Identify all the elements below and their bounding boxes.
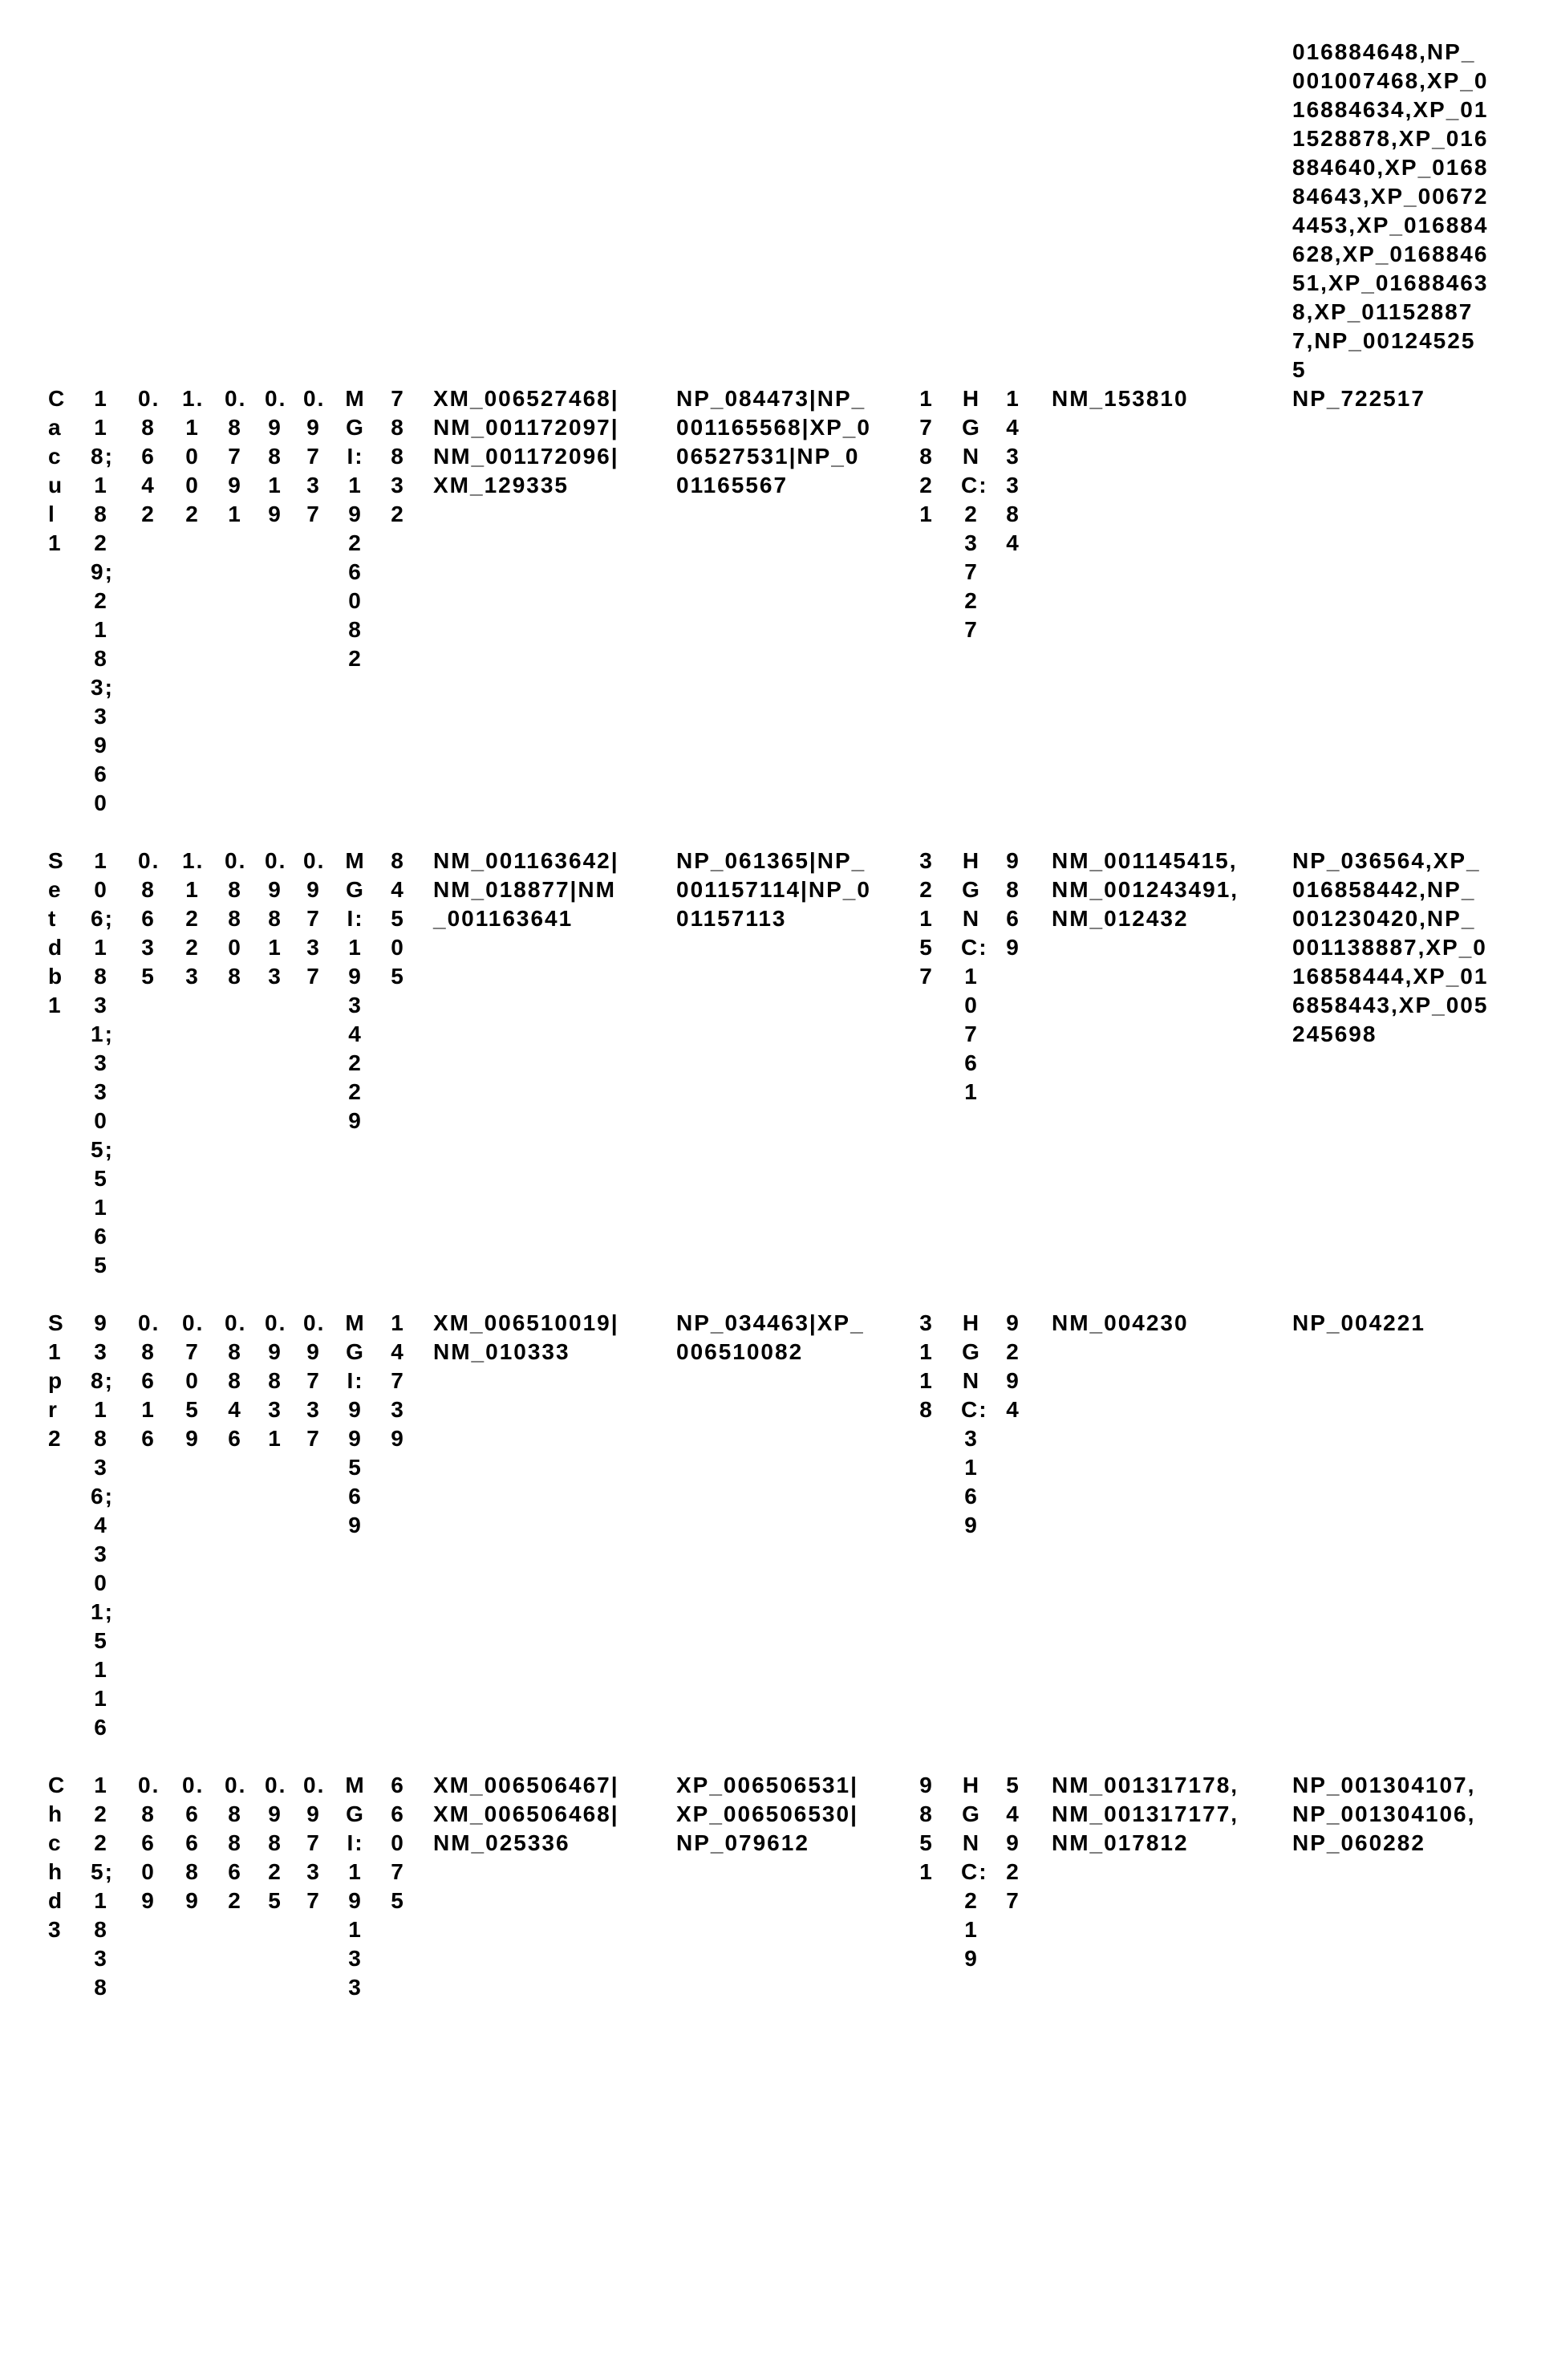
human-gene-id: 9294 xyxy=(1003,1309,1024,1424)
mouse-nm-cell xyxy=(433,1771,676,2002)
gene-symbol: Chchd3 xyxy=(48,1771,67,1944)
mouse-np-cell xyxy=(676,384,916,818)
position-value: 106;1831;3305;5165 xyxy=(91,847,112,1280)
hgnc-cell xyxy=(961,1309,1003,1742)
gene-symbol: Cacul1 xyxy=(48,384,67,558)
table-row xyxy=(0,847,1545,1280)
value-3: 0.8791 xyxy=(225,384,245,529)
human-gene-id: 54927 xyxy=(1003,1771,1024,1915)
value-cell-1 xyxy=(138,847,182,1280)
human-nm-accessions: NM_004230 xyxy=(1052,1309,1248,1338)
mouse-id-cell xyxy=(387,1771,433,2002)
hgnc-id: HGNC:10761 xyxy=(961,847,982,1107)
human-np-accessions: NP_722517 xyxy=(1292,384,1489,413)
continued-row-fragment xyxy=(0,38,1545,384)
human-np-cell xyxy=(1292,38,1545,384)
value-5: 0.9737 xyxy=(303,384,324,529)
value-cell-1 xyxy=(138,1771,182,2002)
value-5: 0.9737 xyxy=(303,847,324,991)
hgnc-cell xyxy=(961,1771,1003,2002)
value-5: 0.9737 xyxy=(303,1771,324,1915)
value-cell-1 xyxy=(138,384,182,818)
mgi-id: MGI:99569 xyxy=(345,1309,366,1540)
mouse-np-accessions: NP_034463|XP_006510082 xyxy=(676,1309,873,1367)
mouse-gene-id: 84505 xyxy=(387,847,408,991)
gene-table-page xyxy=(0,0,1545,2031)
human-np-accessions: NP_004221 xyxy=(1292,1309,1489,1338)
value-1: 0.8609 xyxy=(138,1771,159,1915)
value-2: 1.1223 xyxy=(182,847,203,991)
hgnc-cell xyxy=(961,847,1003,1280)
human-nm-cell xyxy=(1052,847,1292,1280)
mouse-nm-cell xyxy=(433,847,676,1280)
value-cell-3 xyxy=(225,1309,265,1742)
human-np-text: 016884648,NP_001007468,XP_016884634,XP_011528878,XP_016884640,XP_016884643,XP_006724453,XP_016884628,XP_016884651,XP_016884638,XP_011528877,NP_001245255 xyxy=(1292,38,1489,384)
value-cell-5 xyxy=(303,384,345,818)
mouse-id-cell xyxy=(387,1309,433,1742)
mouse-np-accessions: NP_084473|NP_001165568|XP_006527531|NP_001165567 xyxy=(676,384,873,500)
hgnc-number-cell xyxy=(916,1309,961,1742)
human-nm-accessions: NM_001145415,NM_001243491,NM_012432 xyxy=(1052,847,1248,933)
human-np-accessions: NP_001304107,NP_001304106,NP_060282 xyxy=(1292,1771,1489,1858)
mouse-nm-accessions: NM_001163642|NM_018877|NM_001163641 xyxy=(433,847,630,933)
position-value: 1225;1838 xyxy=(91,1771,112,2002)
human-nm-cell xyxy=(1052,1309,1292,1742)
hgnc-id: HGNC:219 xyxy=(961,1771,982,1973)
value-cell-4 xyxy=(265,1309,303,1742)
mouse-id-cell xyxy=(387,384,433,818)
mouse-np-cell xyxy=(676,1309,916,1742)
value-1: 0.8616 xyxy=(138,1309,159,1453)
mouse-gene-id: 78832 xyxy=(387,384,408,529)
mouse-id-cell xyxy=(387,847,433,1280)
value-cell-4 xyxy=(265,1771,303,2002)
human-id-cell xyxy=(1003,1309,1052,1742)
value-cell-2 xyxy=(182,1309,225,1742)
value-5: 0.9737 xyxy=(303,1309,324,1453)
value-3: 0.8846 xyxy=(225,1309,245,1453)
value-2: 0.7059 xyxy=(182,1309,203,1453)
value-2: 0.6689 xyxy=(182,1771,203,1915)
gene-cell xyxy=(48,1309,91,1742)
human-np-cell xyxy=(1292,384,1545,818)
table-row xyxy=(0,1771,1545,2002)
mgi-id: MGI:1934229 xyxy=(345,847,366,1135)
value-cell-3 xyxy=(225,847,265,1280)
value-3: 0.8862 xyxy=(225,1771,245,1915)
mgi-cell xyxy=(345,384,387,818)
mgi-cell xyxy=(345,1771,387,2002)
value-cell-5 xyxy=(303,847,345,1280)
mgi-id: MGI:1926082 xyxy=(345,384,366,673)
position-cell xyxy=(91,847,138,1280)
hgnc-number-cell xyxy=(916,847,961,1280)
value-1: 0.8635 xyxy=(138,847,159,991)
human-nm-cell xyxy=(1052,384,1292,818)
mouse-nm-cell xyxy=(433,384,676,818)
value-3: 0.8808 xyxy=(225,847,245,991)
human-id-cell xyxy=(1003,384,1052,818)
table-row xyxy=(0,1309,1545,1742)
hgnc-id: HGNC:23727 xyxy=(961,384,982,644)
value-cell-1 xyxy=(138,1309,182,1742)
value-2: 1.1002 xyxy=(182,384,203,529)
mouse-np-accessions: NP_061365|NP_001157114|NP_001157113 xyxy=(676,847,873,933)
human-nm-cell xyxy=(1052,1771,1292,2002)
value-4: 0.9813 xyxy=(265,847,286,991)
value-4: 0.9819 xyxy=(265,384,286,529)
mouse-nm-accessions: XM_006510019|NM_010333 xyxy=(433,1309,630,1367)
gene-cell xyxy=(48,847,91,1280)
position-value: 938;1836;4301;5116 xyxy=(91,1309,112,1742)
mgi-id: MGI:19133 xyxy=(345,1771,366,2002)
gene-symbol: S1pr2 xyxy=(48,1309,67,1453)
hgnc-number: 32157 xyxy=(916,847,937,991)
value-cell-3 xyxy=(225,384,265,818)
human-id-cell xyxy=(1003,847,1052,1280)
hgnc-number: 17821 xyxy=(916,384,937,529)
human-gene-id: 143384 xyxy=(1003,384,1024,558)
hgnc-number: 3118 xyxy=(916,1309,937,1424)
hgnc-id: HGNC:3169 xyxy=(961,1309,982,1540)
mouse-gene-id: 66075 xyxy=(387,1771,408,1915)
mgi-cell xyxy=(345,847,387,1280)
position-cell xyxy=(91,384,138,818)
table-body xyxy=(0,384,1545,2002)
position-value: 118;1829;2183;3960 xyxy=(91,384,112,818)
value-cell-2 xyxy=(182,847,225,1280)
gene-cell xyxy=(48,384,91,818)
human-id-cell xyxy=(1003,1771,1052,2002)
mouse-np-cell xyxy=(676,1771,916,2002)
hgnc-number-cell xyxy=(916,384,961,818)
value-4: 0.9825 xyxy=(265,1771,286,1915)
human-nm-accessions: NM_153810 xyxy=(1052,384,1248,413)
hgnc-number-cell xyxy=(916,1771,961,2002)
mouse-gene-id: 14739 xyxy=(387,1309,408,1453)
human-np-cell xyxy=(1292,1771,1545,2002)
gene-symbol: Setdb1 xyxy=(48,847,67,1020)
value-4: 0.9831 xyxy=(265,1309,286,1453)
value-cell-2 xyxy=(182,1771,225,2002)
mouse-nm-cell xyxy=(433,1309,676,1742)
position-cell xyxy=(91,1771,138,2002)
gene-cell xyxy=(48,1771,91,2002)
value-1: 0.8642 xyxy=(138,384,159,529)
human-np-cell xyxy=(1292,1309,1545,1742)
human-gene-id: 9869 xyxy=(1003,847,1024,962)
table-row xyxy=(0,384,1545,818)
hgnc-cell xyxy=(961,384,1003,818)
human-nm-accessions: NM_001317178,NM_001317177,NM_017812 xyxy=(1052,1771,1248,1858)
position-cell xyxy=(91,1309,138,1742)
mouse-np-accessions: XP_006506531|XP_006506530|NP_079612 xyxy=(676,1771,873,1858)
human-np-cell xyxy=(1292,847,1545,1280)
value-cell-3 xyxy=(225,1771,265,2002)
hgnc-number: 9851 xyxy=(916,1771,937,1887)
value-cell-4 xyxy=(265,847,303,1280)
value-cell-2 xyxy=(182,384,225,818)
human-np-accessions: NP_036564,XP_016858442,NP_001230420,NP_001138887,XP_016858444,XP_016858443,XP_005245698 xyxy=(1292,847,1489,1049)
value-cell-5 xyxy=(303,1771,345,2002)
value-cell-4 xyxy=(265,384,303,818)
mouse-nm-accessions: XM_006506467|XM_006506468|NM_025336 xyxy=(433,1771,630,1858)
mouse-np-cell xyxy=(676,847,916,1280)
value-cell-5 xyxy=(303,1309,345,1742)
mgi-cell xyxy=(345,1309,387,1742)
mouse-nm-accessions: XM_006527468|NM_001172097|NM_001172096|XM_129335 xyxy=(433,384,630,500)
